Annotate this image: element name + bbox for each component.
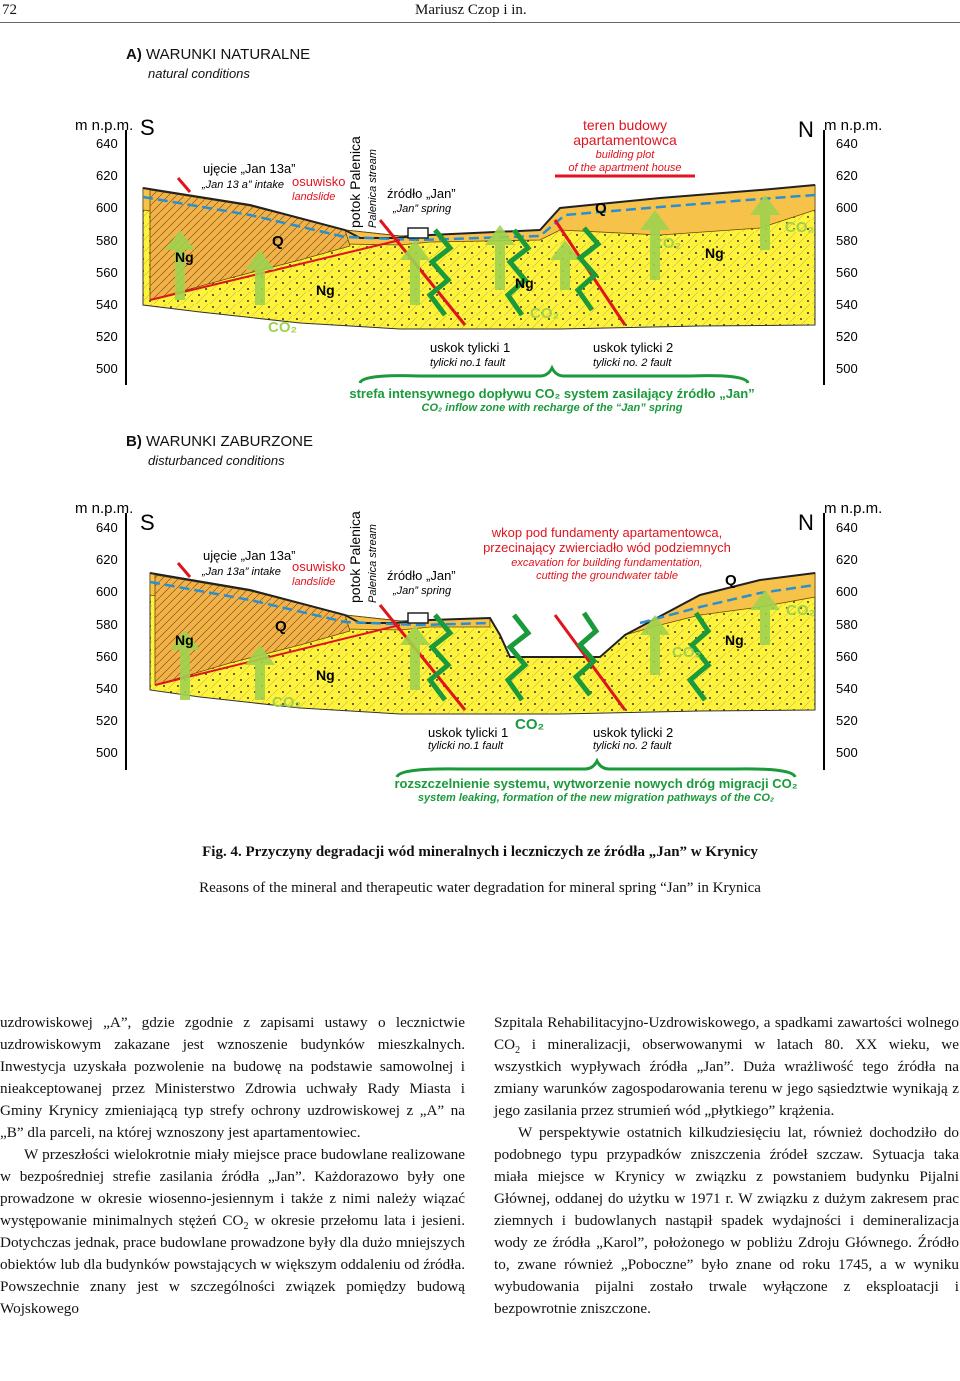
panel-b-title — [126, 433, 313, 450]
co2-subscript: 2 — [515, 1045, 521, 1057]
paragraph-right-1a: Szpitala Rehabilitacyjno-Uzdrowiskowego, a spadkami zawartości wolnego CO — [494, 1014, 959, 1053]
plot-label-pl-2: apartamentowca — [573, 132, 677, 148]
co2-label-3: CO₂ — [672, 644, 702, 661]
axis-unit-left: m n.p.m. — [75, 117, 134, 134]
plot-label-pl-1: teren budowy — [582, 117, 668, 133]
panel-a-subtitle: natural conditions — [148, 66, 250, 81]
zone-label-en: system leaking, formation of the new migration pathways of the CO₂ — [417, 792, 775, 804]
running-head-authors: Mariusz Czop i in. — [415, 2, 527, 18]
panel-a-title-text: WARUNKI NATURALNE — [146, 46, 311, 63]
panel-a-cross-section — [0, 100, 960, 420]
stream-label-pl: potok Palenica — [347, 511, 363, 603]
paragraph-right-1b: i mineralizacji, obserwowanymi w latach 80. XX wieku, we wszystkich wypływach źródła „Jan”. Duża wrażliwość tego źródła na zmiany warunków zagospodarowania terenu w jego sąsiedztwie wynikają z jego zasilania przez strumień wód „płytkiego” krążenia. — [494, 1036, 959, 1119]
fault-2-label-en: tylicki no. 2 fault — [593, 357, 672, 369]
q-label-2: Q — [725, 572, 737, 589]
co2-label-2: CO₂ — [515, 716, 545, 733]
co2-label-3: CO₂ — [652, 235, 682, 252]
svg-text:600: 600 — [836, 200, 858, 215]
panel-b-letter: B) — [126, 433, 142, 450]
svg-text:500: 500 — [96, 361, 118, 376]
svg-text:500: 500 — [96, 745, 118, 760]
svg-text:520: 520 — [96, 329, 118, 344]
fault-2-label-pl: uskok tylicki 2 — [593, 725, 674, 740]
svg-text:520: 520 — [836, 713, 858, 728]
stream-label-en: Palenica stream — [367, 524, 379, 603]
excavation-label-en-1: excavation for building fundamentation, — [511, 557, 703, 569]
svg-text:500: 500 — [836, 361, 858, 376]
landslide-label-pl: osuwisko — [292, 174, 346, 189]
axis-unit-right: m n.p.m. — [824, 500, 883, 517]
landslide-label-en: landslide — [292, 576, 336, 588]
spring-label-en: „Jan” spring — [393, 585, 452, 597]
ng-label-4: Ng — [705, 245, 724, 261]
paragraph-left-1: uzdrowiskowej „A”, gdzie zgodnie z zapisami ustawy o lecznictwie uzdrowiskowym zakazane jest wznoszenie budynków mieszkalnych. Inwestycja uzyskała pozwolenie na budowę na podstawie samowolnej i nieakceptowanej przez Ministerstwo Zdrowia uchwały Rady Miasta i Gminy Krynicy zmieniającą typ strefy ochrony uzdrowiskowej z „A” na „B” dla parceli, na której wznoszony jest apartamentowiec. — [0, 1014, 465, 1141]
plot-label-en-1: building plot — [595, 149, 655, 161]
page-number: 72 — [2, 2, 17, 18]
svg-text:540: 540 — [836, 681, 858, 696]
q-label-1: Q — [272, 233, 284, 250]
stream-label-pl: potok Palenica — [347, 136, 363, 228]
south-label: S — [140, 115, 155, 140]
co2-subscript: 2 — [243, 1221, 249, 1233]
svg-text:580: 580 — [96, 233, 118, 248]
north-label: N — [798, 117, 814, 142]
svg-text:600: 600 — [836, 584, 858, 599]
fault-2-label-en: tylicki no. 2 fault — [593, 740, 672, 752]
zone-brace — [360, 368, 748, 383]
north-label: N — [798, 510, 814, 535]
elevation-scale-left — [96, 136, 118, 376]
axis-unit-right: m n.p.m. — [824, 117, 883, 134]
svg-text:500: 500 — [836, 745, 858, 760]
stream-label-en: Palenica stream — [367, 149, 379, 228]
svg-text:640: 640 — [96, 136, 118, 151]
co2-label-2: CO₂ — [530, 305, 560, 322]
spring-label-pl: źródło „Jan” — [387, 568, 456, 583]
paragraph-left-2a: W przeszłości wielokrotnie miały miejsce prace budowlane realizowane w bezpośredniej strefie zasilania źródła „Jan”. Każdorazowo były one prowadzone w okresie wiosenno-jesiennym i także z nimi należy wiązać występowanie minimalnych stężeń CO — [0, 1146, 465, 1229]
ng-label-2: Ng — [316, 282, 335, 298]
svg-text:640: 640 — [836, 136, 858, 151]
svg-text:640: 640 — [96, 520, 118, 535]
paragraph-left-2b: w okresie przełomu lata i jesieni. Dotychczas jednak, prace budowlane prowadzone były dla dużo mniejszych obiektów lub dla budynków powstających w większym oddaleniu od źródła. Powszechnie znany jest w szczególności związek pomiędzy budową Wojskowego — [0, 1212, 466, 1317]
co2-label-4: CO₂ — [786, 602, 816, 619]
svg-text:540: 540 — [96, 297, 118, 312]
figure-caption-en: Reasons of the mineral and therapeutic water degradation for mineral spring “Jan” in Krynica — [199, 880, 761, 896]
page-header — [0, 0, 960, 22]
co2-label-4: CO₂ — [785, 219, 815, 236]
excavation-label-pl-1: wkop pod fundamenty apartamentowca, — [491, 525, 723, 540]
svg-text:540: 540 — [836, 297, 858, 312]
ng-label-2: Ng — [316, 667, 335, 683]
paragraph-right-2: W perspektywie ostatnich kilkudziesięciu lat, również dochodziło do podobnego typu przypadków zniszczenia źródeł szczaw. Sytuacja taka miała miejsce w Krynicy w związku z powstaniem budynku Pijalni Głównej, oddanej do użytku w 1971 r. W związku z dużym zakresem prac ziemnych i budowlanych nastąpił spadek wydajności i demineralizacja wody ze źródła „Karol”, położonego w pobliżu Zdroju Głównego. Źródło to, zwane również „Poboczne” było znane od roku 1745, a w wyniku wybudowania pijalni zostało trwale wyłączone z eksploatacji i bezpowrotnie zniszczone. — [494, 1124, 959, 1317]
excavation-label-pl-2: przecinający zwierciadło wód podziemnych — [483, 540, 731, 555]
body-column-left — [0, 1012, 465, 1320]
intake-label-pl: ujęcie „Jan 13a” — [203, 161, 296, 176]
panel-b-cross-section — [0, 485, 960, 815]
south-label: S — [140, 510, 155, 535]
header-rule — [0, 22, 960, 23]
svg-text:560: 560 — [96, 649, 118, 664]
intake-label-pl: ujęcie „Jan 13a” — [203, 548, 296, 563]
axis-unit-left: m n.p.m. — [75, 500, 134, 517]
body-column-right — [494, 1012, 959, 1320]
q-label-2: Q — [595, 200, 607, 217]
panel-a-title — [126, 46, 310, 63]
zone-label-en: CO₂ inflow zone with recharge of the “Jan” spring — [421, 402, 683, 414]
zone-brace — [397, 761, 795, 777]
paragraph-left-2 — [0, 1144, 465, 1320]
svg-text:620: 620 — [96, 168, 118, 183]
intake-marker-icon — [178, 563, 190, 577]
svg-text:540: 540 — [96, 681, 118, 696]
landslide-label-pl: osuwisko — [292, 559, 346, 574]
elevation-scale-left — [96, 520, 118, 760]
fault-2-label-pl: uskok tylicki 2 — [593, 340, 674, 355]
svg-text:580: 580 — [836, 617, 858, 632]
svg-text:560: 560 — [836, 649, 858, 664]
plot-label-en-2: of the apartment house — [568, 162, 682, 174]
zone-label-pl: strefa intensywnego dopływu CO₂ system zasilający źródło „Jan” — [349, 386, 755, 401]
excavation-label-en-2: cutting the groundwater table — [536, 570, 678, 582]
paragraph-right-1 — [494, 1012, 959, 1122]
intake-marker-icon — [178, 178, 190, 192]
elevation-scale-right — [836, 136, 858, 376]
svg-text:580: 580 — [96, 617, 118, 632]
ng-label-3: Ng — [725, 632, 744, 648]
figure-caption-pl: Fig. 4. Przyczyny degradacji wód mineralnych i leczniczych ze źródła „Jan” w Krynicy — [202, 844, 758, 860]
landslide-label-en: landslide — [292, 191, 336, 203]
ng-label-3: Ng — [515, 275, 534, 291]
svg-text:620: 620 — [836, 168, 858, 183]
svg-text:580: 580 — [836, 233, 858, 248]
spring-capture-icon — [408, 613, 428, 623]
fault-1-label-pl: uskok tylicki 1 — [430, 340, 511, 355]
intake-label-en: „Jan 13a” intake — [202, 566, 281, 578]
panel-a-letter: A) — [126, 46, 142, 63]
ng-label-1: Ng — [175, 249, 194, 265]
zone-label-pl: rozszczelnienie systemu, wytworzenie nowych dróg migracji CO₂ — [394, 776, 798, 791]
panel-b-title-text: WARUNKI ZABURZONE — [146, 433, 313, 450]
svg-text:600: 600 — [96, 584, 118, 599]
fault-1-label-en: tylicki no.1 fault — [430, 357, 506, 369]
panel-b-subtitle: disturbanced conditions — [148, 453, 285, 468]
svg-text:560: 560 — [836, 265, 858, 280]
ng-label-1: Ng — [175, 632, 194, 648]
svg-text:620: 620 — [96, 552, 118, 567]
svg-text:520: 520 — [96, 713, 118, 728]
svg-text:600: 600 — [96, 200, 118, 215]
co2-label-1: CO₂ — [272, 694, 302, 711]
svg-text:640: 640 — [836, 520, 858, 535]
elevation-scale-right — [836, 520, 858, 760]
svg-text:560: 560 — [96, 265, 118, 280]
fault-1-label-pl: uskok tylicki 1 — [428, 725, 509, 740]
q-label-1: Q — [275, 618, 287, 635]
spring-capture-icon — [408, 228, 428, 238]
spring-label-pl: źródło „Jan” — [387, 186, 456, 201]
fault-1-label-en: tylicki no.1 fault — [428, 740, 504, 752]
spring-label-en: „Jan” spring — [393, 203, 452, 215]
svg-text:520: 520 — [836, 329, 858, 344]
svg-text:620: 620 — [836, 552, 858, 567]
intake-label-en: „Jan 13 a” intake — [202, 179, 284, 191]
co2-label-1: CO₂ — [268, 319, 298, 336]
